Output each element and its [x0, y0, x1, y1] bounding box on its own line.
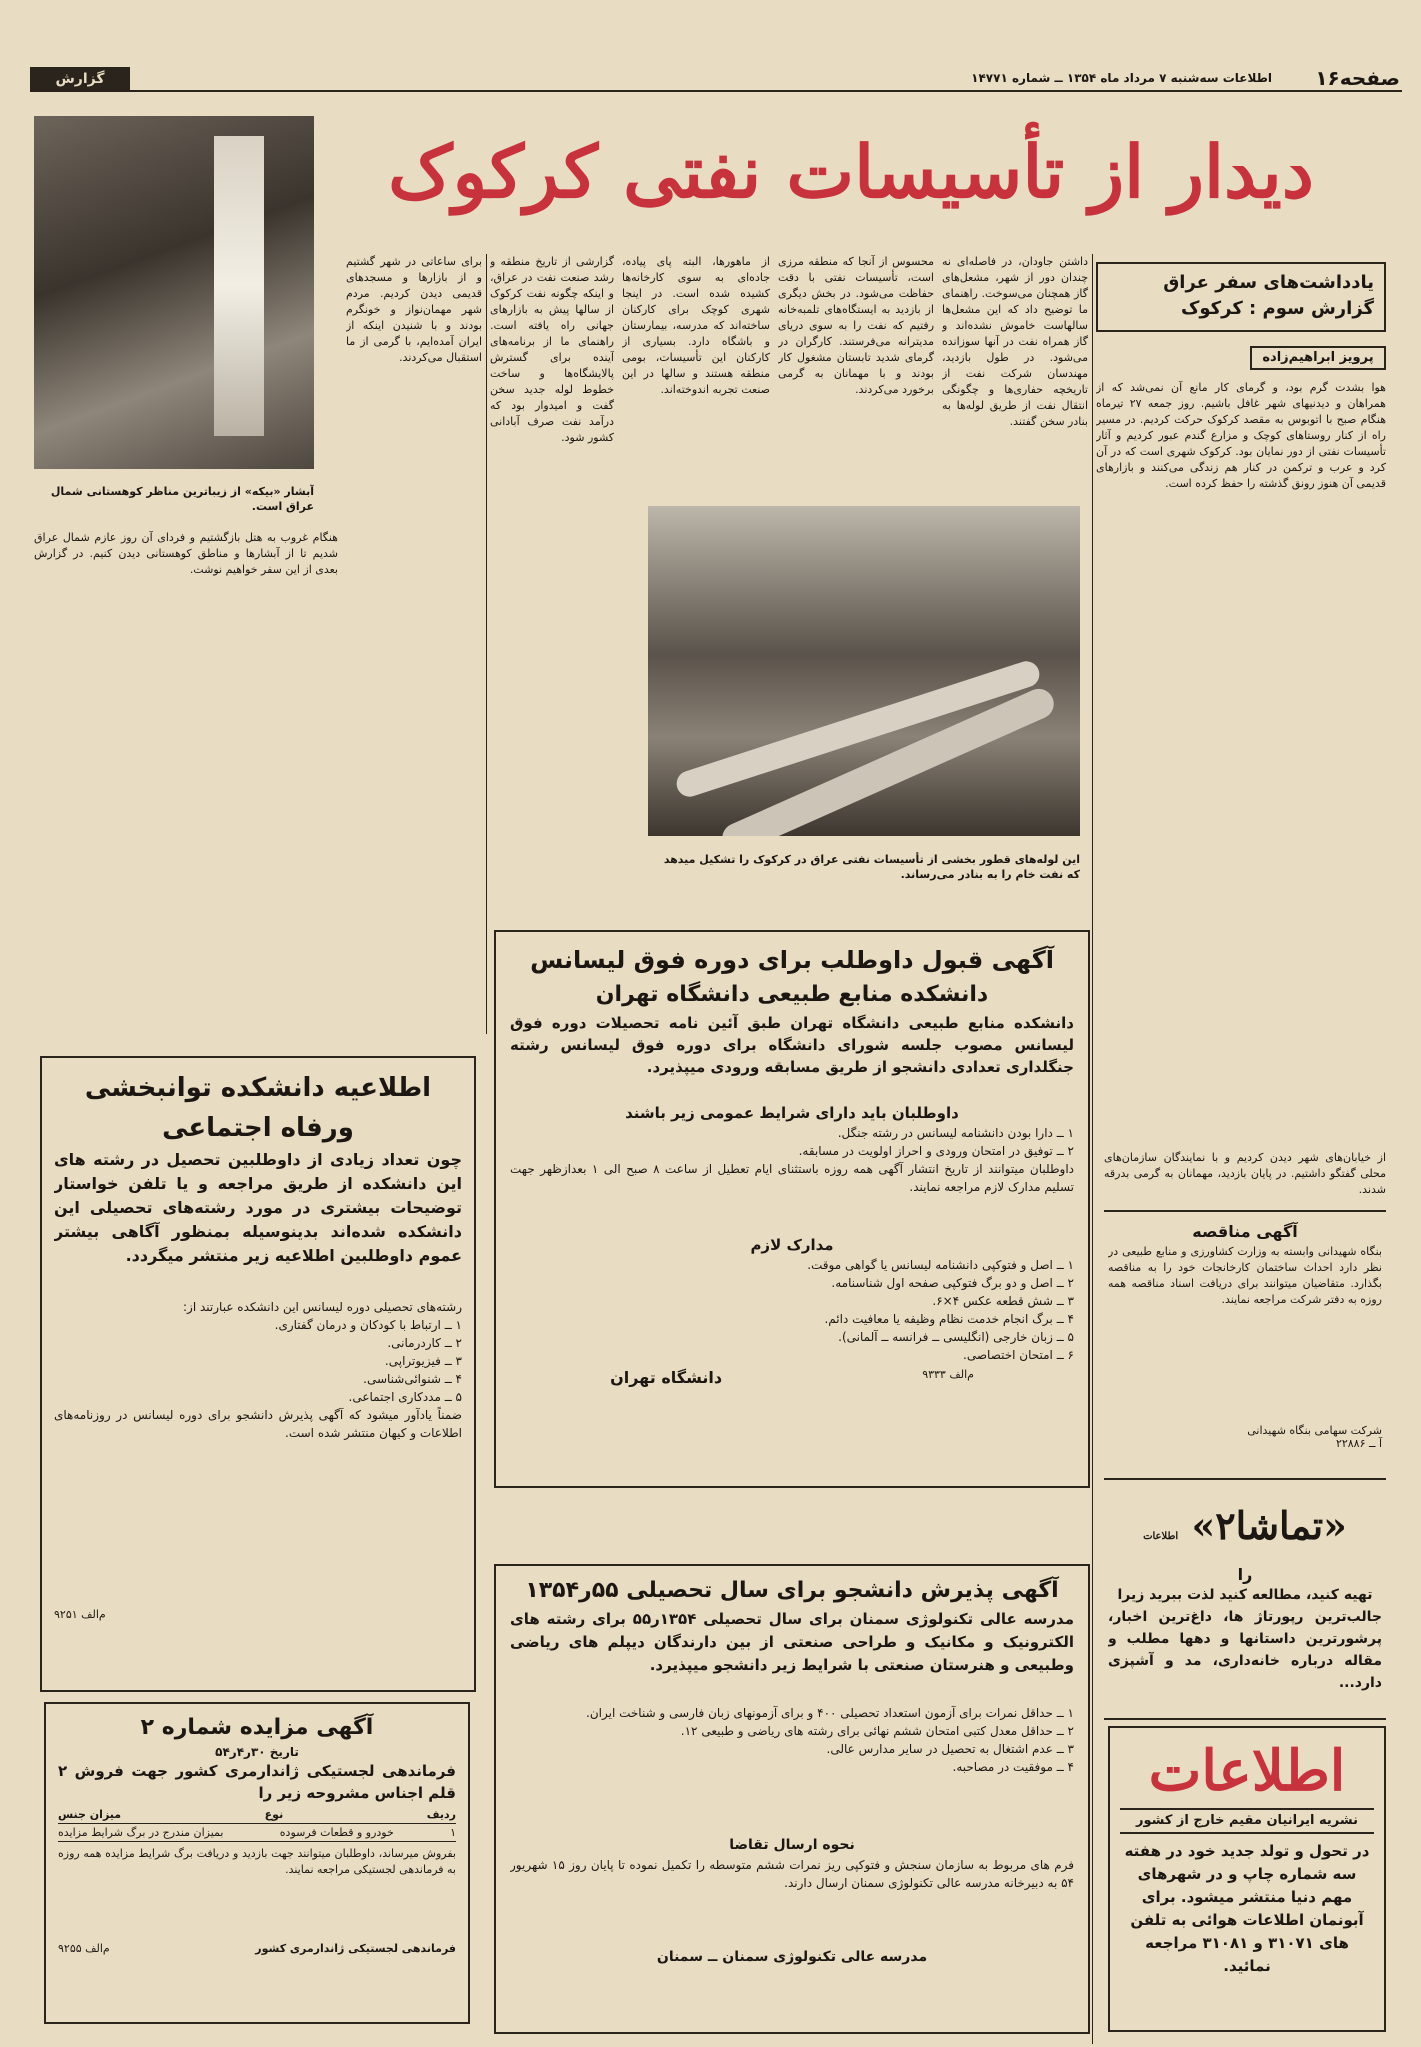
semnan-ad-procedure: فرم های مربوط به سازمان سنجش و فتوکپی ریز نمرات ششم متوسطه را تکمیل نموده تا پایان روز ۱۵ شهریور ۵۴ به دبیرخانه مدرسه عالی تکنولوژی سمنان ارسال دارند. — [510, 1858, 1074, 1890]
rehab-ad-body: رشته‌های تحصیلی دوره لیسانس این دانشکده عبارتند از: ۱ ــ ارتباط با کودکان و درمان گفتاری. ۲ ــ کاردرمانی. ۳ ــ فیزیوتراپی. ۴ ــ شنوائی‌شناسی. ۵ ــ مددکاری اجتماعی. ضمناً یادآور میشود که آگهی پذیرش دانشجو برای دوره لیسانس در روزنامه‌های اطلاعات و کیهان منتشر شده است. — [54, 1300, 462, 1440]
rehab-ad-code: م‌الف ۹۲۵۱ — [54, 1608, 106, 1621]
tender-ad — [1104, 1210, 1386, 1480]
waterfall-stream — [214, 136, 264, 436]
semnan-ad-body: ۱ ــ حداقل نمرات برای آزمون استعداد تحصیلی ۴۰۰ و برای آزمونهای زبان فارسی و شناخت ایران. ۲ ــ حداقل معدل کتبی امتحان ششم نهائی برای رشته های ریاضی و طبیعی ۱۲. ۳ ــ عدم اشتغال به تحصیل در سایر مدارس عالی. ۴ ــ موفقیت در مصاحبه. — [586, 1706, 1074, 1774]
page-number: صفحه۱۶ — [1315, 66, 1400, 90]
travel-box — [1096, 262, 1386, 332]
auction-ad-date: تاریخ ۳۰ر۴ر۵۴ — [215, 1745, 299, 1759]
auction-ad-sub: فرماندهی لجستیکی ژاندارمری کشور جهت فروش ۲ قلم اجناس مشروحه زیر را — [58, 1762, 456, 1802]
top-bar — [30, 66, 1402, 92]
tamasha-ad-title — [1108, 1498, 1382, 1565]
divider-vertical-1 — [1092, 254, 1093, 2044]
article-col-7: هنگام غروب به هتل بازگشتیم و فردای آن روز عازم شمال عراق شدیم تا از آبشارها و مناطق کوهستانی دیدن کنیم. در گزارش بعدی از این سفر خواهیم نوشت. — [34, 531, 338, 576]
tamasha-ad-body: جالب‌ترین رپورتاژ ها، داغ‌ترین اخبار، پرشورترین داستانها و دهها مطلب و مقاله درباره خانه‌داری، مد و آشپزی دارد... — [1108, 1609, 1382, 1691]
auction-ad-signer: فرماندهی لجستیکی ژاندارمری کشور — [255, 1942, 456, 1955]
tamasha-ad-lead: را — [1237, 1565, 1253, 1584]
ettelaat-ad — [1108, 1726, 1386, 2032]
university-ad-docs-title: مدارک لازم — [750, 1236, 834, 1254]
university-ad-subtitle: دانشکده منابع طبیعی دانشگاه تهران — [595, 982, 989, 1007]
article-col-2: داشتن جاودان، در فاصله‌ای نه چندان دور از شهر، مشعل‌های گاز همچنان می‌سوخت. راهنمای ما توضیح داد که این مشعل‌ها سالهاست خاموش نشده‌اند و گاز همراه نفت در آنها سوزانده می‌شود. در طول بازدید، مهندسان شرکت نفت از تاریخچه حفاری‌ها و چگونگی انتقال نفت از طریق لوله‌ها به بنادر سخن گفتند. — [942, 255, 1088, 428]
university-ad-docs: ۱ ــ اصل و فتوکپی دانشنامه لیسانس یا گواهی موقت. ۲ ــ اصل و دو برگ فتوکپی صفحه اول شناسنامه. ۳ ــ شش قطعه عکس ۴×۶. ۴ ــ برگ انجام خدمت نظام وظیفه یا معافیت دائم. ۵ ــ زبان خارجی (انگلیسی ــ فرانسه ــ آلمانی). ۶ ــ امتحان اختصاصی. — [807, 1258, 1074, 1362]
university-ad-signer: دانشگاه تهران — [610, 1368, 723, 1387]
semnan-ad-title: آگهی پذیرش دانشجو برای سال تحصیلی ۵۵ر۱۳۵۴ — [525, 1578, 1059, 1603]
divider-vertical-2 — [486, 254, 487, 1034]
auction-ad-row — [58, 1824, 456, 1842]
travel-box-subtitle: گزارش سوم : کرکوک — [1180, 298, 1374, 319]
auction-ad-header-row — [58, 1806, 456, 1824]
pipeline-photo — [648, 506, 1080, 836]
auction-row-num: ۱ — [450, 1826, 456, 1839]
rehab-ad — [40, 1056, 476, 1692]
rehab-ad-lead: چون تعداد زیادی از داوطلبین تحصیل در رشته های این دانشکده از طریق مراجعه و یا تلفن خواستار توضیحات بیشتری در مورد رشته‌های تحصیلی این دانشکده شده‌اند بدینوسیله بمنظور آگاهی بیشتر عموم داوطلبین اطلاعیه زیر منتشر میگردد. — [54, 1150, 462, 1265]
auction-ad — [44, 1702, 470, 2024]
university-ad-cond-title: داوطلبان باید دارای شرایط عمومی زیر باشند — [625, 1104, 959, 1122]
university-ad — [494, 930, 1090, 1488]
travel-box-title: یادداشت‌های سفر عراق — [1163, 272, 1374, 293]
auction-col-type: نوع — [264, 1808, 284, 1821]
university-ad-conditions: ۱ ــ دارا بودن دانشنامه لیسانس در رشته جنگل. ۲ ــ توفیق در امتحان ورودی و احراز اولویت در مسابقه. داوطلبان میتوانند از تاریخ انتشار آگهی همه روزه باستثنای ایام تعطیل از ساعت ۸ صبح الی ۱ بعدازظهر جهت تسلیم مدارک لازم مراجعه نمایند. — [510, 1126, 1074, 1194]
tender-ad-code: آ ــ ۲۲۸۸۶ — [1335, 1437, 1382, 1450]
semnan-ad-signer: مدرسه عالی تکنولوژی سمنان ــ سمنان — [656, 1949, 928, 1965]
waterfall-caption: آبشار «بیکه» از زیباترین مناظر کوهستانی شمال عراق است. — [50, 485, 314, 513]
article-col-3: محسوس از آنجا که منطقه مرزی است، تأسیسات نفتی با دقت حفاظت می‌شود. در بخش دیگری از بازدید به ایستگاه‌های تلمبه‌خانه رفتیم که نفت را به سوی دریای مدیترانه می‌فرستند. کارگران در گرمای شدید تابستان مشغول کار بودند و با مهمانان به گرمی برخورد می‌کردند. — [778, 255, 934, 396]
university-ad-intro: دانشکده منابع طبیعی دانشگاه تهران طبق آئین نامه تحصیلات دوره فوق لیسانس مصوب جلسه شورای دانشگاه برای دوره فوق لیسانس رشته جنگلداری تعدادی دانشجو از طریق مسابقه ورودی میپذیرد. — [510, 1014, 1074, 1076]
waterfall-photo — [34, 116, 314, 469]
rehab-ad-title-2: ورفاه اجتماعی — [162, 1113, 354, 1143]
article-col-4: از ماهورها، البته پای پیاده، جاده‌ای به سوی کارخانه‌ها کشیده شده است. در اینجا شهری کوچک برای کارکنان ساخته‌اند که مدرسه، بیمارستان و باشگاه دارد. بسیاری از کارکنان این تأسیسات، بومی منطقه هستند و سالها در این صنعت تجربه اندوخته‌اند. — [622, 255, 770, 396]
section-label: گزارش — [30, 67, 130, 91]
ettelaat-strap: نشریه ایرانیان مقیم خارج از کشور — [1120, 1808, 1374, 1834]
university-ad-code: م‌الف ۹۳۳۳ — [922, 1368, 974, 1381]
auction-ad-title: آگهی مزایده شماره ۲ — [140, 1715, 374, 1740]
semnan-ad-lead: مدرسه عالی تکنولوژی سمنان برای سال تحصیلی ۱۳۵۴ر۵۵ برای رشته های الکترونیک و مکانیک و طراحی صنعتی از بین دارندگان دیپلم های ریاضی وطبیعی و هنرستان صنعتی با شرایط زیر دانشجو میپذیرد. — [510, 1610, 1074, 1674]
auction-col-qty: میزان جنس — [58, 1808, 122, 1821]
tender-ad-body: بنگاه شهیدانی وابسته به وزارت کشاورزی و منابع طبیعی در نظر دارد احداث ساختمان کارخانجات خود را به مناقصه بگذارد. متقاضیان میتوانند برای دریافت اسناد مناقصه همه روزه به دفتر شرکت مراجعه نمایند. — [1108, 1245, 1382, 1306]
tamasha-ad — [1104, 1494, 1386, 1720]
article-col-6: برای ساعاتی در شهر گشتیم و از بازارها و مسجدهای قدیمی دیدن کردیم. مردم شهر مهمان‌نواز و خونگرم بودند و با شنیدن اینکه از ایران آمده‌ایم، با گرمی از ما استقبال می‌کردند. — [346, 255, 482, 364]
headline: دیدار از تأسیسات نفتی کرکوک — [388, 129, 1314, 214]
rehab-ad-title: اطلاعیه دانشکده توانبخشی — [84, 1073, 432, 1103]
byline: پرویز ابراهیم‌زاده — [1250, 346, 1386, 370]
article-col-8: از خیابان‌های شهر دیدن کردیم و با نمایندگان سازمان‌های محلی گفتگو داشتیم. در پایان بازدید، مهمانان به گرمی بدرقه شدند. — [1104, 1151, 1386, 1196]
tamasha-ad-line1: تهیه کنید، مطالعه کنید لذت ببرید زیرا — [1117, 1587, 1373, 1603]
ettelaat-body: در تحول و تولد جدید خود در هفته سه شماره چاپ و در شهرهای مهم دنیا منتشر میشود. برای آبونمان اطلاعات هوائی به تلفن های ۳۱۰۷۱ و ۳۱۰۸۱ مراجعه نمائید. — [1124, 1842, 1370, 1975]
article-col-5: گزارشی از تاریخ منطقه و رشد صنعت نفت در عراق، و اینکه چگونه نفت کرکوک از سالها پیش به بازارهای جهانی راه یافته است. راهنمای ما از برنامه‌های آینده برای گسترش پالایشگاه‌ها و ساخت خطوط لوله جدید سخن گفت و امیدوار بود که درآمد نفت صرف آبادانی کشور شود. — [490, 255, 614, 444]
pipeline-caption: این لوله‌های قطور بخشی از تأسیسات نفتی عراق در کرکوک را تشکیل میدهد که نفت خام را به بنادر می‌رساند. — [663, 853, 1080, 881]
auction-row-qty: بمیزان مندرج در برگ شرایط مزایده — [58, 1826, 224, 1839]
ettelaat-masthead: اطلاعات — [1148, 1738, 1346, 1804]
auction-col-row: ردیف — [426, 1808, 456, 1821]
auction-ad-body: بفروش میرساند، داوطلبان میتوانند جهت بازدید و دریافت برگ شرایط مزایده همه روزه به فرماندهی لجستیکی مراجعه نمایند. — [58, 1847, 456, 1876]
tamasha-ad-small: اطلاعات — [1143, 1531, 1179, 1542]
tender-ad-title: آگهی مناقصه — [1192, 1222, 1298, 1241]
auction-row-type: خودرو و قطعات فرسوده — [279, 1826, 394, 1839]
semnan-ad-procedure-title: نحوه ارسال تقاضا — [729, 1837, 855, 1853]
university-ad-title: آگهی قبول داوطلب برای دوره فوق لیسانس — [530, 946, 1054, 974]
article-col-1: هوا بشدت گرم بود، و گرمای کار مانع آن نمی‌شد که از همراهان و دیدنیهای شهر غافل باشیم. روز جمعه ۲۷ تیرماه هنگام صبح با اتوبوس به مقصد کرکوک حرکت کردیم. در مسیر راه از کنار روستاهای کوچک و مزارع گندم عبور کردیم و آثار تأسیسات نفتی از دور نمایان بود. کرکوک شهری است که در آن کرد و عرب و ترکمن در کنار هم زندگی می‌کنند و بازارهای قدیمی آن هنوز رونق گذشته را حفظ کرده است. — [1096, 381, 1386, 490]
tamasha-ad-title-text: «تماشا۲» — [1191, 1503, 1347, 1548]
issue-line: اطلاعات سه‌شنبه ۷ مرداد ماه ۱۳۵۴ ــ شماره ۱۴۷۷۱ — [971, 71, 1272, 85]
auction-ad-code: م‌الف ۹۲۵۵ — [58, 1942, 110, 1955]
semnan-ad — [494, 1564, 1090, 2034]
tender-ad-signer: شرکت سهامی بنگاه شهیدانی — [1247, 1424, 1382, 1437]
